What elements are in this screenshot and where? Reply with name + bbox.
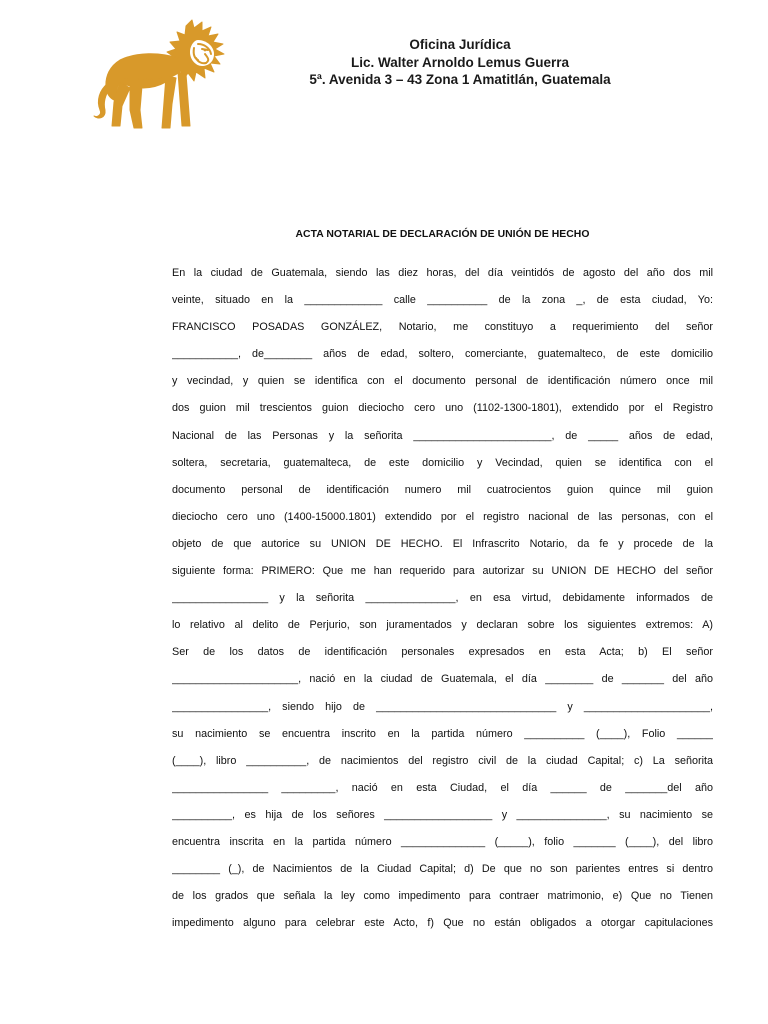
body-line: su nacimiento se encuentra inscrito en la partida número __________ (____), Folio ______ [172,727,713,740]
body-line: dieciocho cero uno (1400-15000.1801) extendido por el registro nacional de las personas, con el [172,510,713,523]
body-line: Ser de los datos de identificación personales expresados en esta Acta; b) El señor [172,646,713,659]
body-line: lo relativo al delito de Perjurio, son juramentados y declaran sobre los siguientes extremos: A) [172,619,713,632]
body-line: impedimento alguno para celebrar este Acto, f) Que no están obligados a otorgar capitulaciones [172,917,713,930]
body-line: ________ (_), de Nacimientos de la Ciudad Capital; d) De que no son parientes entres si dentro [172,863,713,876]
body-line: FRANCISCO POSADAS GONZÁLEZ, Notario, me constituyo a requerimiento del señor [172,321,713,334]
body-line: de los grados que señala la ley como impedimento para contraer matrimonio, e) Que no Tienen [172,890,713,903]
body-line: En la ciudad de Guatemala, siendo las diez horas, del día veintidós de agosto del año dos mil [172,267,713,279]
body-line: objeto de que autorice su UNION DE HECHO. El Infrascrito Notario, da fe y procede de la [172,537,713,550]
body-line: ________________ _________, nació en esta Ciudad, el día ______ de _______del año [172,781,713,794]
body-line: soltera, secretaria, guatemalteca, de este domicilio y Vecindad, quien se identifica con el [172,456,713,469]
body-line: veinte, situado en la _____________ calle __________ de la zona _, de esta ciudad, Yo: [172,294,713,307]
body-line: (____), libro __________, de nacimientos del registro civil de la ciudad Capital; c) La señorita [172,754,713,767]
lion-logo-icon [90,18,240,136]
body-line: Nacional de las Personas y la señorita _______________________, de _____ años de edad, [172,429,713,442]
document-title: ACTA NOTARIAL DE DECLARACIÓN DE UNIÓN DE HECHO [295,229,590,240]
office-name: Oficina Jurídica [409,37,511,52]
body-line: siguiente forma: PRIMERO: Que me han requerido para autorizar su UNION DE HECHO del señor [172,565,713,578]
body-line: ________________ y la señorita _______________, en esa virtud, debidamente informados de [172,592,713,605]
body-line: encuentra inscrita en la partida número ______________ (_____), folio _______ (____), del libro [172,835,713,848]
body-line: y vecindad, y quien se identifica con el documento personal de identificación número once mil [172,375,713,388]
lawyer-name: Lic. Walter Arnoldo Lemus Guerra [350,54,570,70]
body-line: dos guion mil trescientos guion dieciocho cero uno (1102-1300-1801), extendido por el Registro [172,402,713,415]
body-line: __________, es hija de los señores __________________ y _______________, su nacimiento se [172,808,713,821]
body-line: ________________, siendo hijo de ______________________________ y _____________________, [172,700,713,713]
body-line: documento personal de identificación numero mil cuatrocientos guion quince mil guion [172,483,713,496]
body-line: ___________, de________ años de edad, soltero, comerciante, guatemalteco, de este domicilio [172,348,713,361]
office-address: 5ª. Avenida 3 – 43 Zona 1 Amatitlán, Guatemala [309,72,611,87]
document-body [172,260,713,937]
body-line: _____________________, nació en la ciudad de Guatemala, el día ________ de _______ del año [172,673,713,686]
letterhead [250,36,670,89]
